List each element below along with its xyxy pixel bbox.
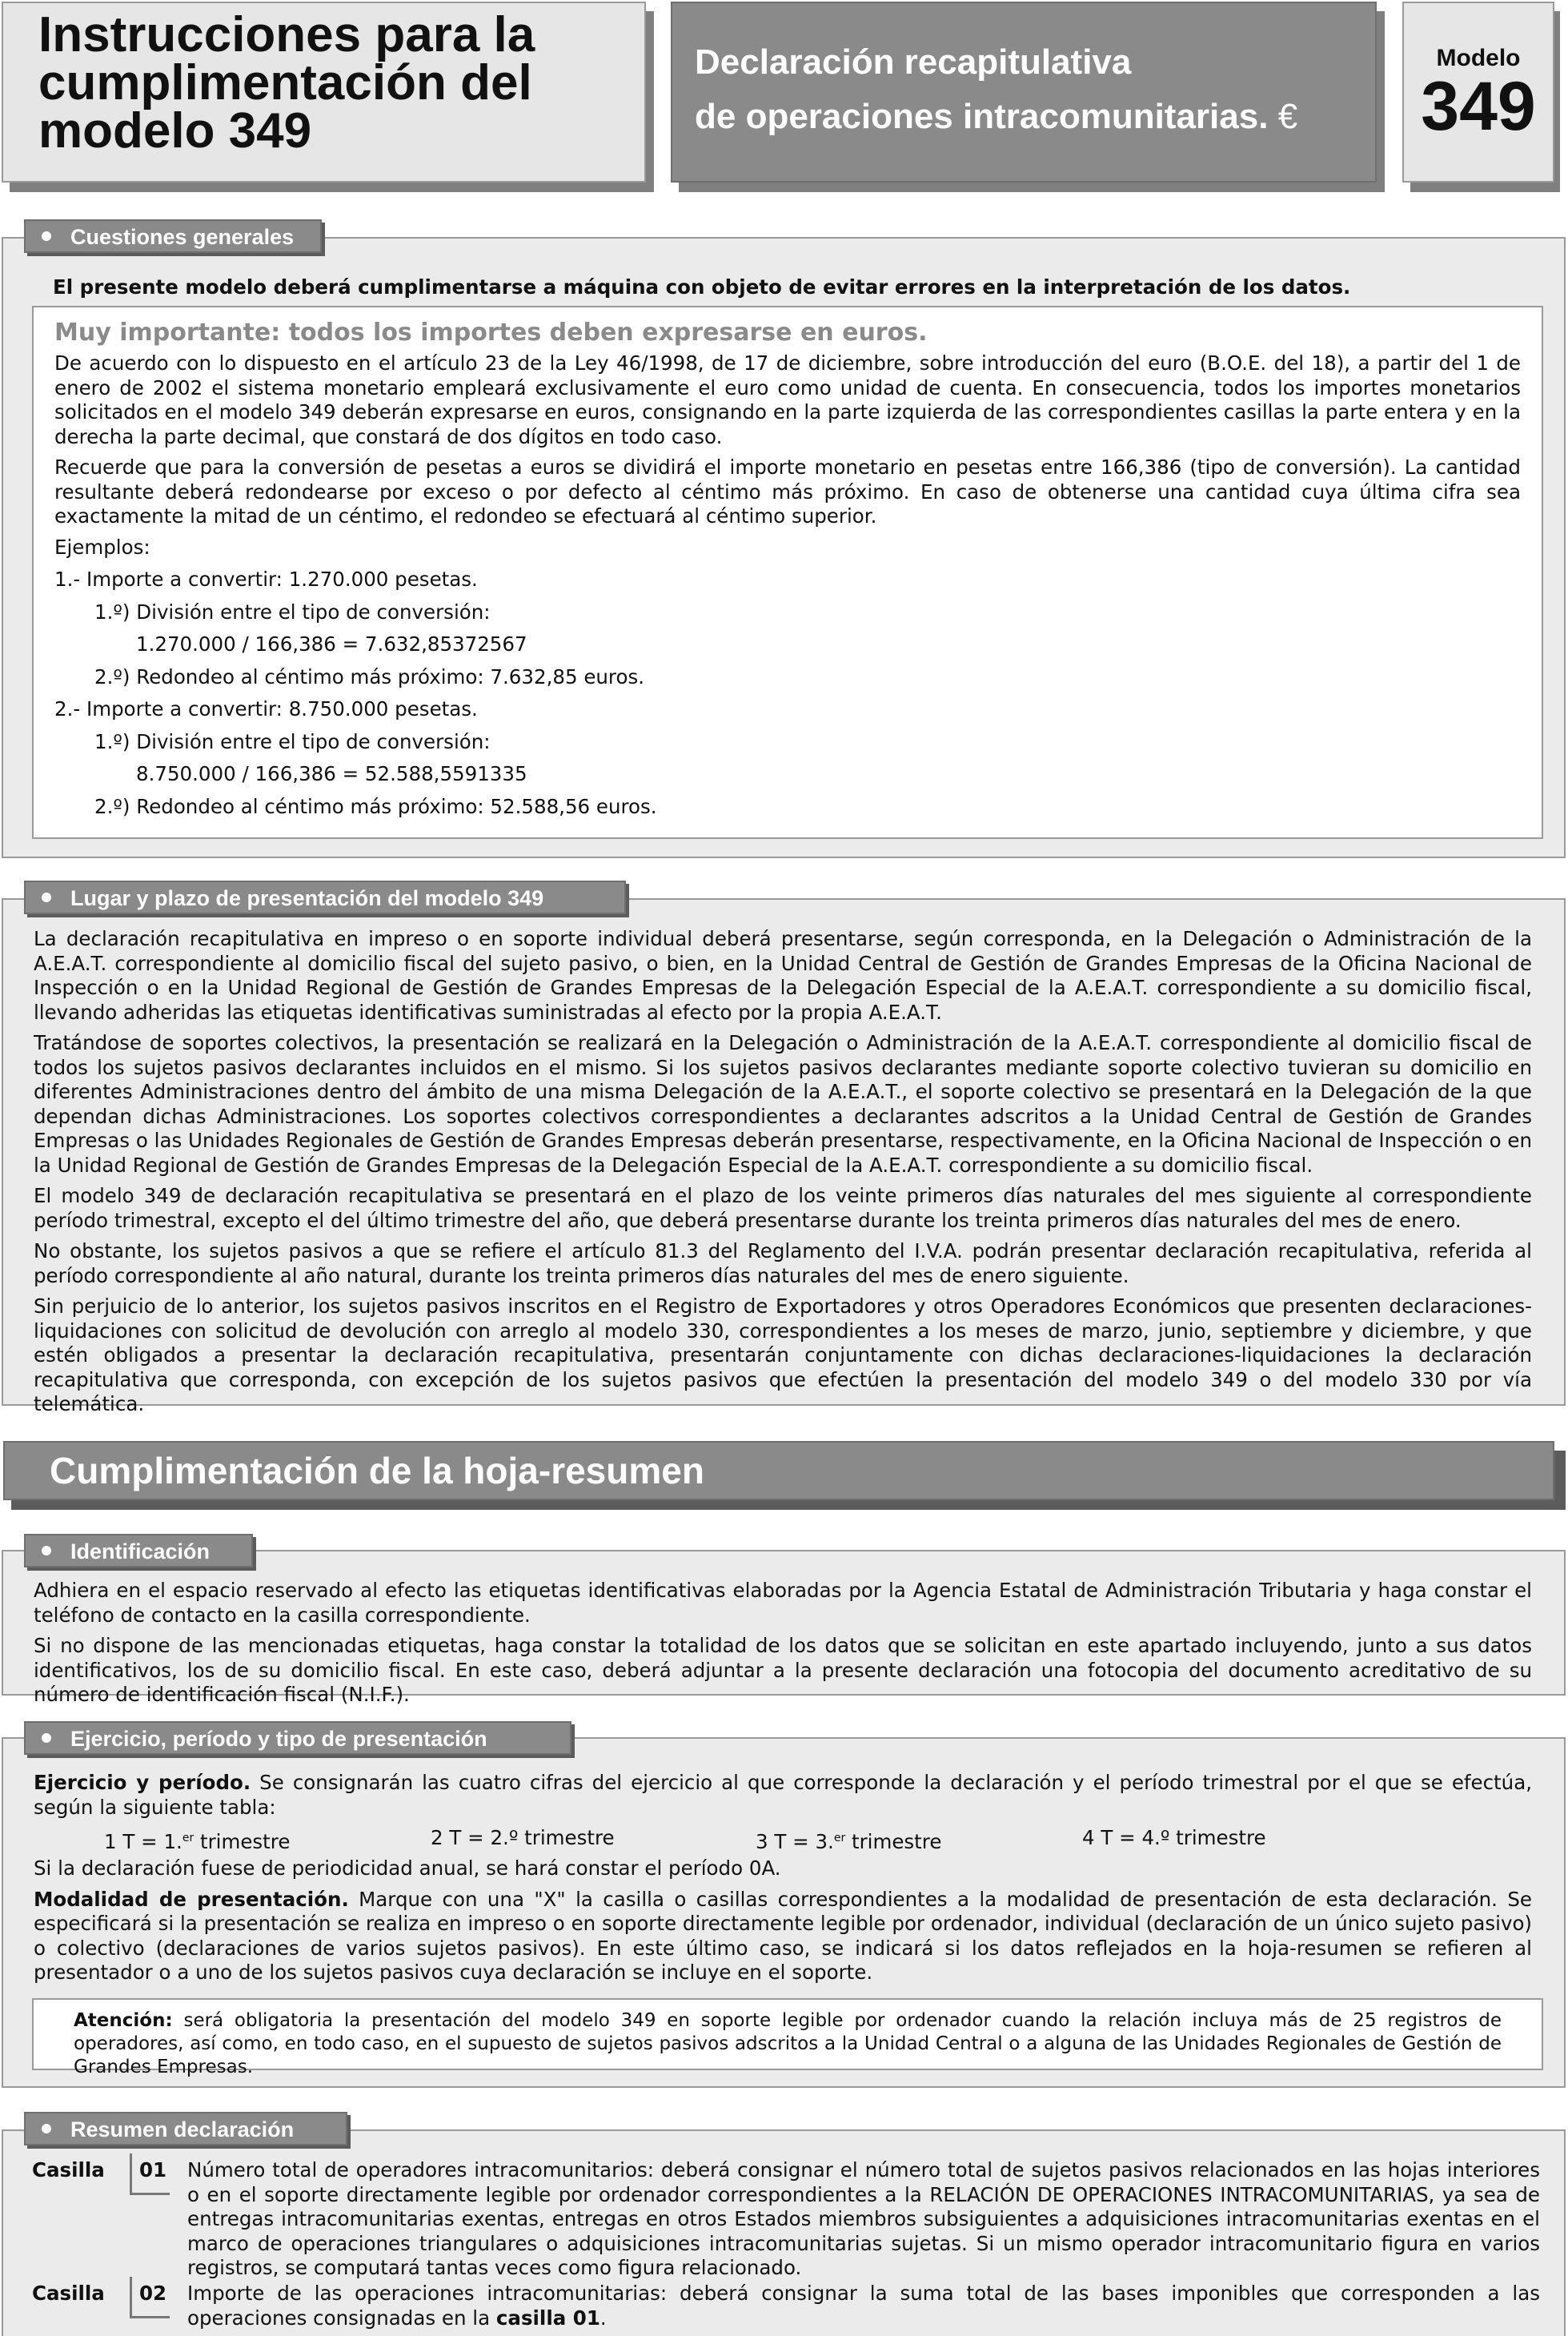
casilla-02-number: 02 [139,2282,167,2305]
important-paragraph-2: Recuerde que para la conversión de pesetas a euros se dividirá el importe monetario en pesetas entre 166,386 (tipo de conversión). La cantidad resultante deberá redondearse por exceso o por defecto al céntimo más próximo. En caso de obtenerse una cantidad cuya última cifra sea exactamente la mitad de un céntimo, el redondeo se efectuará al céntimo superior. [54,456,1521,528]
important-box [32,306,1543,839]
atencion-box [32,1998,1543,2077]
ejercicio-paragraph-1: Ejercicio y período. Se consignarán las cuatro cifras del ejercicio al que corresponde la declaración y el período trimestral por el que se efectúa, según la siguiente tabla: [34,1771,1532,1819]
document-title-line-1: Instrucciones para la [38,7,535,62]
ejemplos-label: Ejemplos: [54,535,150,559]
section-heading-bar [3,1441,1554,1500]
modelo-panel [1402,2,1554,183]
example-1-step-1: 1.º) División entre el tipo de conversión: [94,600,491,624]
casilla-02-description: Importe de las operaciones intracomunitarias: deberá consignar la suma total de las bases imponibles que corresponden a las operaciones consignadas en la casilla 01. [187,2282,1540,2330]
ejercicio-paragraph-2: Si la declaración fuese de periodicidad anual, se hará constar el período 0A. [34,1856,781,1880]
example-2-step-2: 2.º) Redondeo al céntimo más próximo: 52.588,56 euros. [94,794,657,818]
trimestre-4: 4 T = 4.º trimestre [1082,1826,1266,1849]
trimestre-2: 2 T = 2.º trimestre [431,1826,615,1849]
example-2-step-1: 1.º) División entre el tipo de conversión: [94,729,491,753]
lugar-paragraph-5: Sin perjuicio de lo anterior, los sujetos pasivos inscritos en el Registro de Exportadores y otros Operadores Económicos que presenten declaraciones-liquidaciones con solicitud de devolución con arreglo al modelo 330, correspondientes a los meses de marzo, junio, septiembre y diciembre, y que estén obligados a presentar la declaración recapitulativa, presentarán conjuntamente con dichas declaraciones-liquidaciones la declaración recapitulativa que corresponda, con excepción de los sujetos pasivos que efectúen la presentación del modelo 349 o del modelo 330 por vía telemática. [34,1294,1532,1415]
example-1-calc: 1.270.000 / 166,386 = 7.632,85372567 [136,632,527,656]
example-1-step-2: 2.º) Redondeo al céntimo más próximo: 7.632,85 euros. [94,664,644,688]
example-2: 2.- Importe a convertir: 8.750.000 pesetas. [54,697,478,720]
subtitle-line-1: Declaración recapitulativa [695,42,1132,82]
identificacion-section [2,1550,1566,1706]
subtitle-panel [671,2,1377,183]
lugar-paragraph-2: Tratándose de soportes colectivos, la presentación se realizará en la Delegación o Administración de la A.E.A.T. correspondiente al domicilio fiscal de todos los sujetos pasivos declarantes incluidos en el mismo. Si los sujetos pasivos declarantes mediante soporte colectivo tuvieran su domicilio en diferentes Administraciones dentro del ámbito de una misma Delegación de la A.E.A.T., el soporte colectivo se presentará en la Delegación de la que dependan dichas Administraciones. Los soportes colectivos correspondientes a declarantes adscritos a la Unidad Central de Gestión de Grandes Empresas o las Unidades Regionales de Gestión de Grandes Empresas deberán presentarse, respectivamente, en la Oficina Nacional de Inspección o en la Unidad Regional de Gestión de Grandes Empresas de la Delegación Especial de la A.E.A.T. correspondiente a su domicilio fiscal. [34,1031,1532,1177]
identificacion-paragraph-1: Adhiera en el espacio reservado al efecto las etiquetas identificativas elaboradas por la Agencia Estatal de Administración Tributaria y haga constar el teléfono de contacto en la casilla correspondiente. [34,1579,1532,1627]
ejercicio-paragraph-3: Modalidad de presentación. Marque con una "X" la casilla o casillas correspondientes a la modalidad de presentación de esta declaración. Se especificará si la presentación se realiza en impreso o en soporte directamente legible por ordenador, individual (declaración de un único sujeto pasivo) o colectivo (declaraciones de varios sujetos pasivos). En este último caso, se indicará si los datos reflejados en la hoja-resumen se refieren al presentador o a uno de los sujetos pasivos cuya declaración se incluye en el soporte. [34,1887,1532,1984]
modelo-number: 349 [1421,68,1536,145]
important-title: Muy importante: todos los importes deben expresarse en euros. [54,319,928,347]
lugar-paragraph-1: La declaración recapitulativa en impreso o en soporte individual deberá presentarse, según corresponda, en la Delegación o Administración de la A.E.A.T. correspondiente al domicilio fiscal del sujeto pasivo, o bien, en la Unidad Central de Gestión de Grandes Empresas de la Oficina Nacional de Inspección o en la Unidad Regional de Gestión de Grandes Empresas de la Delegación Especial de la A.E.A.T. correspondiente a su domicilio fiscal, llevando adheridas las etiquetas identificativas suministradas al efecto por la propia A.E.A.T. [34,927,1532,1024]
lugar-paragraph-4: No obstante, los sujetos pasivos a que se refiere el artículo 81.3 del Reglamento del I.V.A. podrán presentar declaración recapitulativa, referida al período correspondiente al año natural, durante los treinta primeros días naturales del mes de enero siguiente. [34,1239,1532,1287]
casilla-01-label: Casilla [32,2158,105,2181]
example-1: 1.- Importe a convertir: 1.270.000 pesetas. [54,568,478,591]
document-title-line-3: modelo 349 [38,103,312,159]
title-panel [2,2,646,183]
atencion-text: Atención: será obligatoria la presentación del modelo 349 en soporte legible por ordenador cuando la relación incluya más de 25 registros de operadores, así como, en todo caso, en el supuesto de sujetos pasivos adscritos a la Unidad Central o a alguna de las Unidades Regionales de Gestión de Grandes Empresas. [74,2010,1502,2077]
important-paragraph-1: De acuerdo con lo dispuesto en el artículo 23 de la Ley 46/1998, de 17 de diciembre, sobre introducción del euro (B.O.E. del 18), a partir del 1 de enero de 2002 el sistema monetario empleará exclusivamente el euro como unidad de cuenta. En consecuencia, todos los importes monetarios solicitados en el modelo 349 deberán expresarse en euros, consignando en la parte izquierda de las correspondientes casillas la parte entera y en la derecha la parte decimal, que constará de dos dígitos en todo caso. [54,351,1521,448]
modelo-label: Modelo [1436,45,1521,71]
example-2-calc: 8.750.000 / 166,386 = 52.588,5591335 [136,762,527,785]
lugar-plazo-section [2,898,1566,1415]
trimestre-1: 1 T = 1.$^{er}$ trimestre [104,1830,291,1854]
tab-identificacion: Identificación [24,1534,253,1567]
document-title-line-2: cumplimentación del [38,55,532,110]
subtitle-line-2: de operaciones intracomunitarias. € [695,97,1298,136]
tab-ejercicio: Ejercicio, período y tipo de presentación [24,1721,571,1755]
lugar-paragraph-3: El modelo 349 de declaración recapitulativa se presentará en el plazo de los veinte primeros días naturales del mes siguiente al correspondiente período trimestral, excepto el del último trimestre del año, que deberá presentarse durante los treinta primeros días naturales del mes de enero. [34,1184,1532,1232]
casilla-01-description: Número total de operadores intracomunitarios: deberá consignar el número total de sujetos pasivos relacionados en las hojas interiores o en el soporte directamente legible por ordenador correspondientes a la RELACIÓN DE OPERACIONES INTRACOMUNITARIAS, ya sea de entregas intracomunitarias exentas, entregas en otros Estados miembros subsiguientes a adquisiciones intracomunitarias exentas en el marco de operaciones triangulares o adquisiciones intracomunitarias sujetas. Si un mismo operador intracomunitario figura en varios registros, se computará tantas veces como figura relacionado. [187,2158,1540,2279]
trimestre-table [34,1826,1532,1855]
cuestiones-intro: El presente modelo deberá cumplimentarse a máquina con objeto de evitar errores en la interpretación de los datos. [53,275,1351,299]
identificacion-paragraph-2: Si no dispone de las mencionadas etiquetas, haga constar la totalidad de los datos que se solicitan en este apartado incluyendo, junto a sus datos identificativos, los de su domicilio fiscal. En este caso, deberá adjuntar a la presente declaración una fotocopia del documento acreditativo de su número de identificación fiscal (N.I.F.). [34,1634,1532,1706]
tab-resumen-declaracion: Resumen declaración [24,2112,347,2145]
cumplimentacion-title: Cumplimentación de la hoja-resumen [50,1450,704,1491]
casilla-01-number: 01 [139,2158,167,2181]
casilla-02-label: Casilla [32,2282,105,2305]
euro-icon: € [1277,97,1298,136]
tab-cuestiones-generales: Cuestiones generales [24,219,322,253]
tab-lugar-plazo: Lugar y plazo de presentación del modelo 349 [24,881,626,914]
trimestre-3: 3 T = 3.$^{er}$ trimestre [756,1830,942,1854]
